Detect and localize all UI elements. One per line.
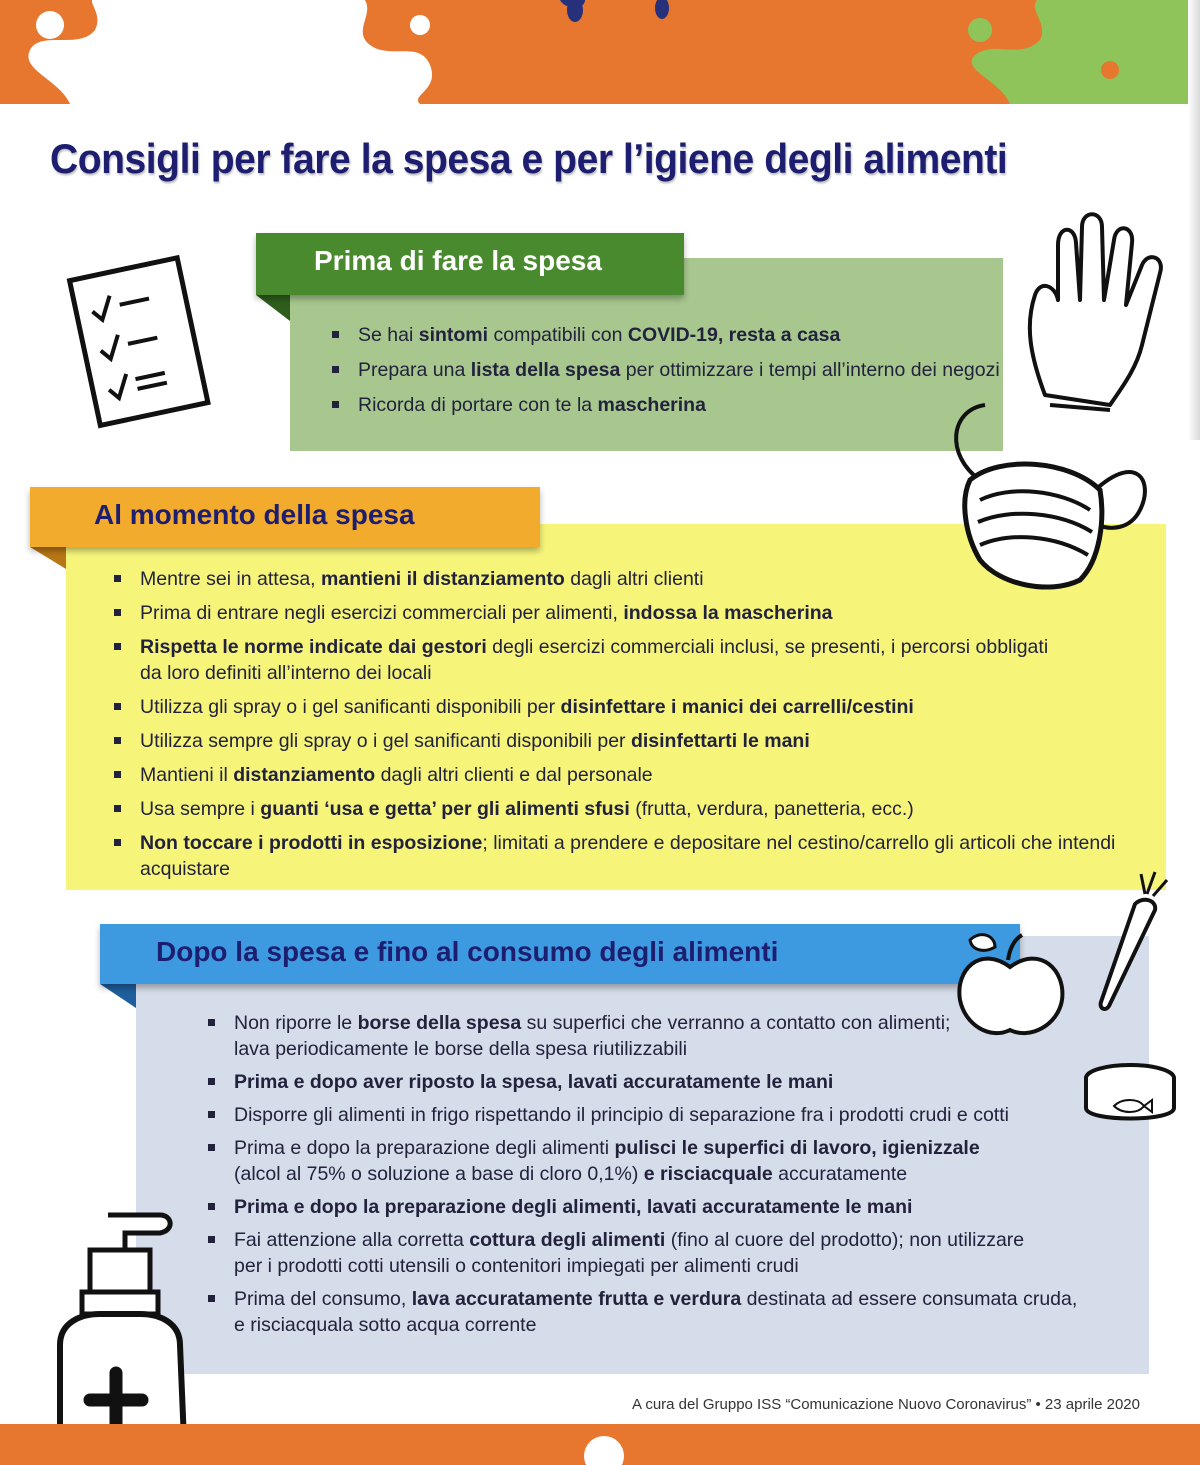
bold-text: lava accuratamente frutta e verdura	[411, 1288, 742, 1310]
bold-text: Prima e dopo la preparazione degli alimenti, lavati accuratamente le mani	[234, 1196, 913, 1218]
list-item	[114, 600, 1164, 626]
bold-text: e risciacquale	[643, 1163, 773, 1185]
list-item	[208, 1069, 1148, 1095]
list-item	[208, 1286, 1148, 1338]
list-item	[114, 830, 1164, 882]
text: (alcol al 75% o soluzione a base di cloro 0,1%)	[234, 1163, 644, 1185]
text: Mentre sei in attesa,	[140, 568, 322, 590]
virus-splash-icon	[0, 1424, 1200, 1465]
bold-text: lista della spesa	[470, 359, 621, 381]
fish-can-icon	[1080, 1060, 1180, 1130]
list-item	[114, 634, 1164, 686]
text: Utilizza sempre gli spray o i gel sanificanti disponibili per	[140, 730, 631, 752]
glove-icon	[1010, 205, 1180, 420]
text: ; limitati a prendere e depositare nel cestino/carrello gli articoli che intendi acquistare	[140, 832, 1116, 880]
checklist-icon	[62, 258, 212, 428]
text: Non riporre le	[234, 1012, 358, 1034]
ribbon-fold	[30, 547, 66, 569]
credit-line: A cura del Gruppo ISS “Comunicazione Nuovo Coronavirus” • 23 aprile 2020	[631, 1396, 1140, 1413]
text: Mantieni il	[140, 764, 234, 786]
text: destinata ad essere consumata cruda,	[741, 1288, 1078, 1310]
section-heading-text: Al momento della spesa	[94, 499, 415, 530]
list-item	[114, 728, 1164, 754]
bottom-decor-band	[0, 1424, 1200, 1465]
text: Prima del consumo,	[234, 1288, 412, 1310]
list-item	[114, 694, 1164, 720]
bold-text: disinfettare i manici dei carrelli/cestini	[560, 696, 914, 718]
ribbon-fold	[100, 984, 136, 1008]
text: Prima di entrare negli esercizi commerciali per alimenti,	[140, 602, 624, 624]
bold-text: cottura degli alimenti	[469, 1229, 666, 1251]
text: lava periodicamente le borse della spesa riutilizzabili	[234, 1038, 688, 1060]
text: Prima e dopo la preparazione degli alimenti	[234, 1137, 615, 1159]
bold-text: pulisci le superfici di lavoro, igienizzale	[614, 1137, 980, 1159]
bold-text: borse della spesa	[357, 1012, 522, 1034]
top-decor-band	[0, 0, 1200, 104]
section-dopo-list	[208, 1010, 1148, 1345]
text: dagli altri clienti	[564, 568, 704, 590]
bold-text: distanziamento	[233, 764, 376, 786]
page-title: Consigli per fare la spesa e per l’igiene degli alimenti	[50, 135, 1008, 182]
text: dagli altri clienti e dal personale	[375, 764, 653, 786]
list-item	[208, 1135, 1148, 1187]
bold-text: mantieni il distanziamento	[321, 568, 565, 590]
section-prima-heading	[256, 233, 684, 295]
bold-text: Rispetta le norme indicate dai gestori	[140, 636, 487, 658]
carrot-icon	[1095, 866, 1175, 1016]
virus-splash-icon	[0, 0, 1200, 104]
list-item	[114, 796, 1164, 822]
list-item	[208, 1102, 1148, 1128]
ribbon-fold	[256, 295, 290, 321]
text: Ricorda di portare con te la	[358, 394, 598, 416]
text: degli esercizi commerciali inclusi, se presenti, i percorsi obbligati	[486, 636, 1049, 658]
section-prima-list	[332, 322, 1012, 427]
face-mask-icon	[940, 400, 1165, 600]
list-item	[332, 357, 1012, 383]
section-dopo-heading	[100, 924, 1020, 984]
list-item	[332, 322, 1012, 348]
bold-text: sintomi	[418, 324, 489, 346]
text: (frutta, verdura, panetteria, ecc.)	[629, 798, 914, 820]
text: (fino al cuore del prodotto); non utilizzare	[665, 1229, 1025, 1251]
text: Prepara una	[358, 359, 471, 381]
section-heading-text: Dopo la spesa e fino al consumo degli alimenti	[156, 936, 779, 967]
bold-text: guanti ‘usa e getta’ per gli alimenti sfusi	[260, 798, 630, 820]
bold-text: COVID-19, resta a casa	[627, 324, 841, 346]
bold-text: mascherina	[597, 394, 706, 416]
list-item	[114, 762, 1164, 788]
section-heading-text: Prima di fare la spesa	[314, 245, 602, 276]
text: accuratamente	[772, 1163, 908, 1185]
text: Fai attenzione alla corretta	[234, 1229, 470, 1251]
apple-icon	[950, 925, 1075, 1045]
text: per ottimizzare i tempi all’interno dei negozi	[620, 359, 1000, 381]
bold-text: disinfettarti le mani	[630, 730, 810, 752]
list-item	[208, 1194, 1148, 1220]
list-item	[332, 392, 1012, 418]
scrollbar-shadow	[1188, 0, 1200, 440]
section-momento-list	[114, 566, 1164, 890]
bold-text: Prima e dopo aver riposto la spesa, lavati accuratamente le mani	[234, 1071, 834, 1093]
text: Disporre gli alimenti in frigo rispettando il principio di separazione fra i prodotti crudi e cotti	[234, 1104, 1009, 1126]
text: per i prodotti cotti utensili o contenitori impiegati per alimenti crudi	[234, 1255, 799, 1277]
text: da loro definiti all’interno dei locali	[140, 662, 432, 684]
section-momento-heading	[30, 487, 540, 547]
bold-text: indossa la mascherina	[623, 602, 833, 624]
bold-text: Non toccare i prodotti in esposizione	[140, 832, 483, 854]
text: Se hai	[358, 324, 419, 346]
text: Usa sempre i	[140, 798, 261, 820]
text: e risciacquala sotto acqua corrente	[234, 1314, 537, 1336]
list-item	[208, 1227, 1148, 1279]
text: su superfici che verranno a contatto con alimenti;	[521, 1012, 951, 1034]
text: compatibili con	[488, 324, 628, 346]
text: Utilizza gli spray o i gel sanificanti disponibili per	[140, 696, 561, 718]
